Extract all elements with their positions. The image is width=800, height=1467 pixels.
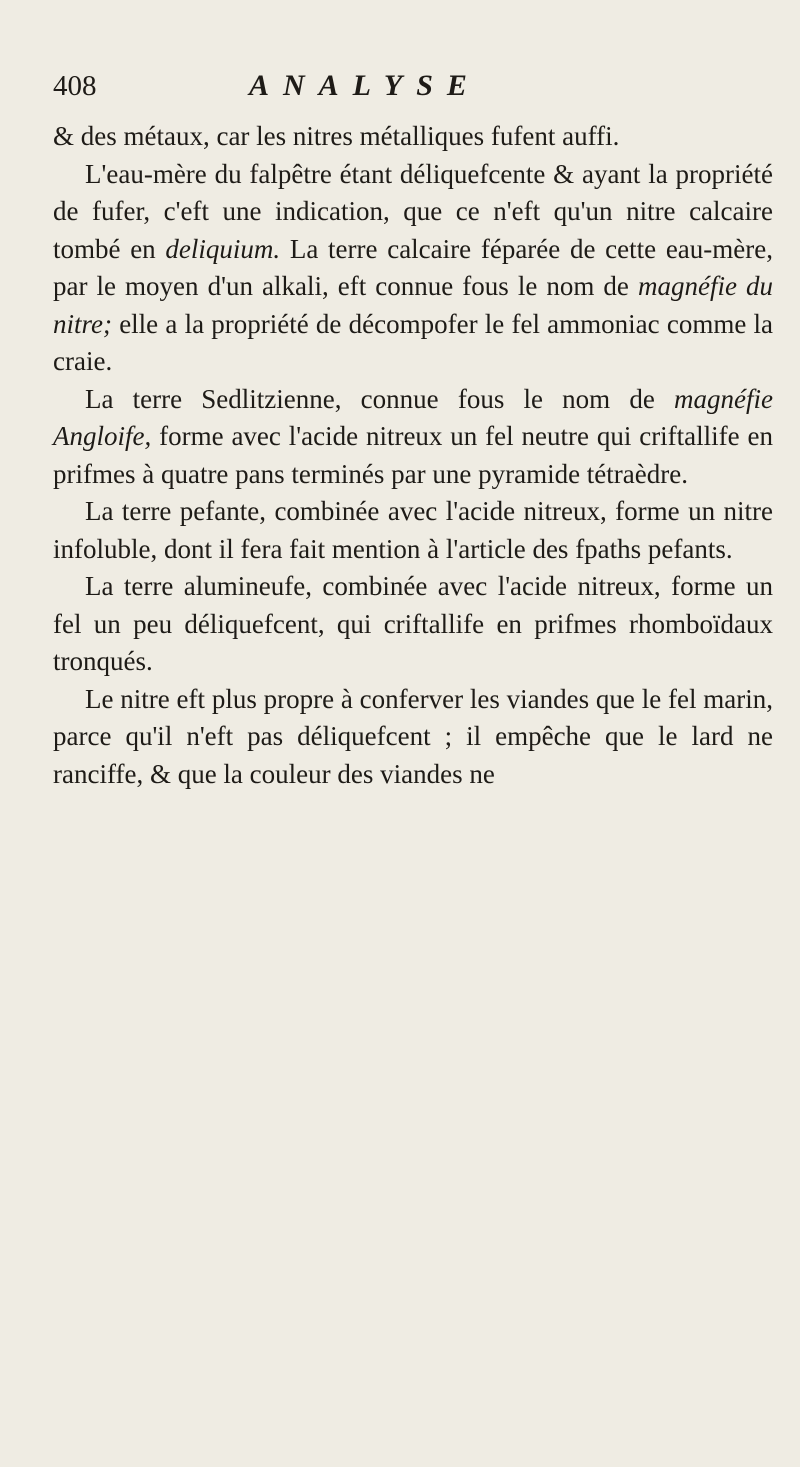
text-run: Le nitre eft plus propre à conferver les viandes que le fel marin, parce qu'il n'eft pas déliquefcent ; il empêche que le lard ne ranciffe, & que la couleur des viandes ne <box>53 683 773 789</box>
paragraph <box>53 381 773 494</box>
running-head <box>53 66 773 112</box>
italic-text: deliquium. <box>165 233 281 264</box>
text-run: La terre calcaire féparée de cette eau-mère, par le moyen d'un alkali, eft connue fous le nom de <box>53 233 773 301</box>
text-run: L'eau-mère du falpêtre étant déliquefcente & ayant la propriété de fufer, c'eft une indication, que ce n'eft qu'un nitre calcaire tombé en <box>53 158 773 264</box>
paragraph <box>53 493 773 568</box>
text-run: La terre pefante, combinée avec l'acide nitreux, forme un nitre infoluble, dont il fera fait mention à l'article des fpaths pefants. <box>53 496 773 564</box>
paragraph <box>53 118 773 156</box>
paragraph <box>53 681 773 794</box>
text-run: & des métaux, car les nitres métalliques fufent auffi. <box>53 121 620 151</box>
italic-text: magnéfie du nitre; <box>53 271 773 339</box>
text-run: forme avec l'acide nitreux un fel neutre qui criftallife en prifmes à quatre pans terminés par une pyramide tétraèdre. <box>53 421 773 489</box>
text-run: La terre alumineufe, combinée avec l'acide nitreux, forme un fel un peu déliquefcent, qui criftallife en prifmes rhomboïdaux tronqués. <box>53 571 773 676</box>
text-run: La terre Sedlitzienne, connue fous le nom de <box>85 383 675 414</box>
italic-text: magnéfie Angloife, <box>53 383 773 451</box>
body-text <box>53 118 773 793</box>
paragraph <box>53 568 773 681</box>
page-number: 408 <box>53 70 97 102</box>
text-run: elle a la propriété de décompofer le fel ammoniac comme la craie. <box>53 308 773 376</box>
running-title: ANALYSE <box>249 69 481 102</box>
paragraph <box>53 156 773 381</box>
